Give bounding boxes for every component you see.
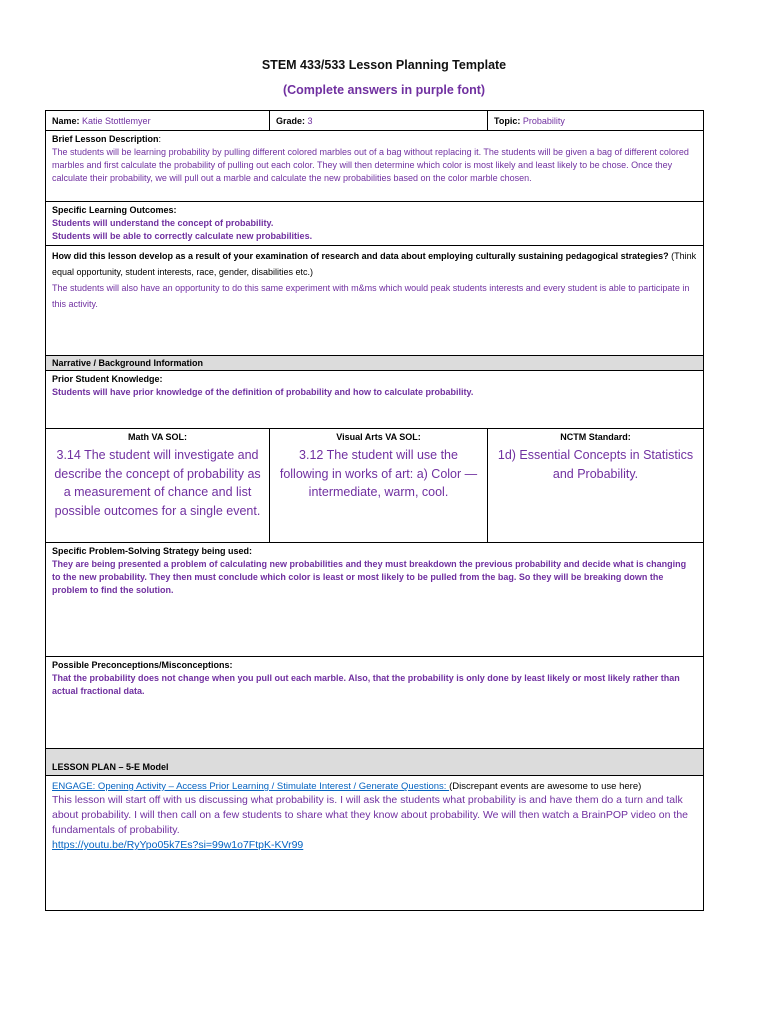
brief-label: Brief Lesson Description [52, 134, 159, 144]
misconceptions-cell [46, 657, 704, 749]
grade-value: 3 [307, 116, 313, 126]
culture-answer: The students will also have an opportunity to do this same experiment with m&ms which would peak students interests and every student is able to participate in this activity. [52, 283, 690, 309]
narrative-label: Narrative / Background Information [52, 358, 204, 368]
lesson-plan-header [46, 749, 704, 776]
page-title: STEM 433/533 Lesson Planning Template [261, 58, 507, 72]
engage-heading-link[interactable]: ENGAGE: Opening Activity – Access Prior Learning / Stimulate Interest / Generate Questions: [52, 781, 450, 792]
arts-sol-cell [270, 429, 488, 543]
grade-cell [270, 111, 488, 131]
culture-cell [46, 246, 704, 356]
grade-label: Grade: [276, 116, 306, 126]
arts-sol-label: Visual Arts VA SOL: [336, 432, 421, 442]
lesson-plan-table [45, 110, 704, 911]
outcomes-row [46, 202, 704, 246]
nctm-text: 1d) Essential Concepts in Statistics and Probability. [497, 448, 694, 481]
prior-label: Prior Student Knowledge: [52, 374, 163, 384]
strategy-text: They are being presented a problem of calculating new probabilities and they must breakdown the previous probability and decide what is changing to the new probability. They then must conclude which color is least or most likely to be pulled from the bag. So they will be breaking down the problem to find the solution. [52, 559, 687, 595]
narrative-header [46, 356, 704, 371]
lesson-plan-label: LESSON PLAN – 5-E Model [52, 762, 169, 772]
engage-note: (Discrepant events are awesome to use here) [449, 781, 642, 792]
outcome-2: Students will be able to correctly calculate new probabilities. [52, 231, 313, 241]
culture-row [46, 246, 704, 356]
math-sol-cell [46, 429, 270, 543]
nctm-cell [488, 429, 704, 543]
engage-text: This lesson will start off with us discussing what probability is. I will ask the students what probability is and have them do a turn and talk about probability. I will then call on a few students to share what they know about probability. We will then watch a BrainPOP video on the fundamentals of probability. [52, 794, 688, 836]
misconceptions-text: That the probability does not change when you pull out each marble. Also, that the probability is only done by least likely or most likely rather than actual fractional data. [52, 673, 680, 696]
video-link[interactable]: https://youtu.be/RyYpo05k7Es?si=99w1o7FtpK-KVr99 [52, 839, 304, 851]
misconceptions-label: Possible Preconceptions/Misconceptions: [52, 660, 233, 670]
misconceptions-row [46, 657, 704, 749]
math-sol-label: Math VA SOL: [128, 432, 187, 442]
topic-cell [488, 111, 704, 131]
brief-row [46, 131, 704, 202]
prior-row [46, 371, 704, 429]
engage-cell [46, 776, 704, 911]
prior-cell [46, 371, 704, 429]
prior-text: Students will have prior knowledge of the definition of probability and how to calculate probability. [52, 387, 474, 397]
strategy-cell [46, 543, 704, 657]
topic-value: Probability [522, 116, 565, 126]
lesson-plan-row [46, 749, 704, 776]
engage-row [46, 776, 704, 911]
brief-colon: : [158, 134, 162, 144]
brief-cell [46, 131, 704, 202]
culture-note: (Think equal opportunity, student interests, race, gender, disabilities etc.) [52, 251, 697, 277]
outcomes-cell [46, 202, 704, 246]
math-sol-text: 3.14 The student will investigate and describe the concept of probability as a measurement of chance and list possible outcomes for a single event. [54, 448, 261, 518]
topic-label: Topic: [494, 116, 521, 126]
culture-question: How did this lesson develop as a result of your examination of research and data about employing culturally sustaining pedagogical strategies? [52, 251, 669, 261]
narrative-row [46, 356, 704, 371]
strategy-label: Specific Problem-Solving Strategy being used: [52, 546, 253, 556]
nctm-label: NCTM Standard: [560, 432, 631, 442]
outcomes-label: Specific Learning Outcomes: [52, 205, 177, 215]
outcome-1: Students will understand the concept of probability. [52, 218, 274, 228]
brief-text: The students will be learning probability by pulling different colored marbles out of a bag without replacing it. The students will be given a bag of different colored marbles and first calculate the probability of pulling out each color. They will then determine which color is most likely and least likely to be chose. Once they calculate their probability, we will pull out a marble and calculate the new probabilities based on the color marble chosen. [52, 147, 689, 183]
standards-row [46, 429, 704, 543]
name-cell [46, 111, 270, 131]
name-label: Name: [52, 116, 80, 126]
name-value: Katie Stottlemyer [82, 116, 151, 126]
strategy-row [46, 543, 704, 657]
info-row [46, 111, 704, 131]
page-subtitle: (Complete answers in purple font) [282, 83, 486, 97]
arts-sol-text: 3.12 The student will use the following in works of art: a) Color —intermediate, warm, cool. [279, 448, 478, 499]
